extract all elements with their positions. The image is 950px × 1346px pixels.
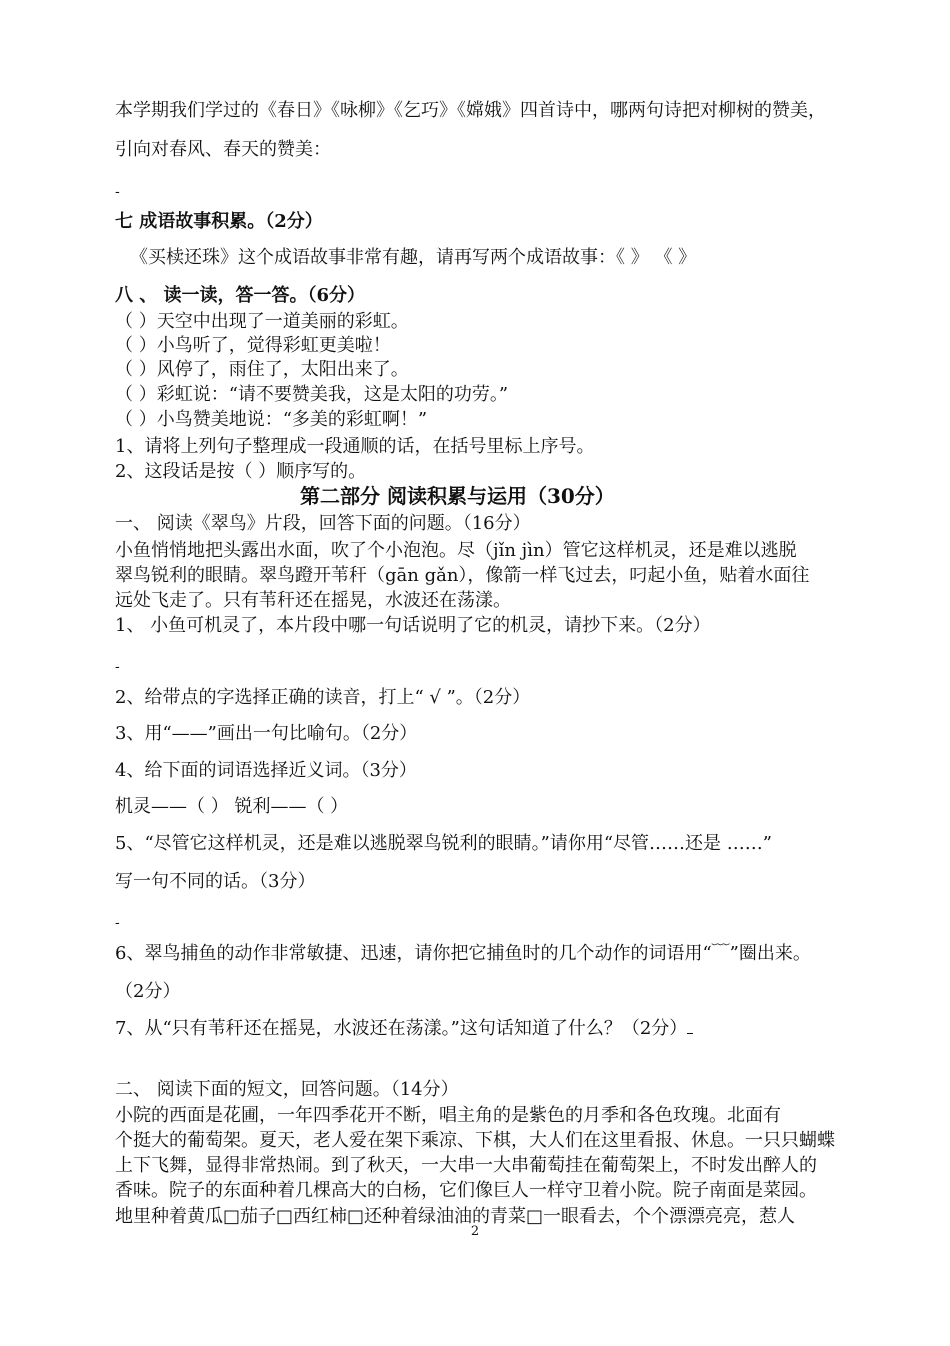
part-2-title: 第二部分 阅读积累与运用（30分） bbox=[300, 484, 615, 508]
section-8-question-2: 2、这段话是按（ ）顺序写的。 bbox=[115, 461, 367, 482]
reading-1-question-4: 4、给下面的词语选择近义词。（3分） bbox=[115, 760, 417, 781]
reading-1-heading: 一、 阅读《翠鸟》片段，回答下面的问题。（16分） bbox=[115, 513, 531, 534]
reading-2-passage-line: 上下飞舞，显得非常热闹。到了秋天，一大串一大串葡萄挂在葡萄架上，不时发出醉人的 bbox=[115, 1155, 817, 1176]
reading-1-question-5-line-2: 写一句不同的话。（3分） bbox=[115, 871, 316, 892]
reading-2-heading: 二、 阅读下面的短文，回答问题。（14分） bbox=[115, 1079, 459, 1100]
reading-1-passage-line: 小鱼悄悄地把头露出水面，吹了个小泡泡。尽（jǐn jìn）管它这样机灵，还是难以逃脱 bbox=[115, 540, 797, 561]
reading-1-question-7-text: 7、从“只有苇秆还在摇晃，水波还在荡漾。”这句话知道了什么？（2分） bbox=[115, 1018, 688, 1039]
reading-1-question-1: 1、 小鱼可机灵了，本片段中哪一句话说明了它的机灵，请抄下来。（2分） bbox=[115, 615, 711, 636]
reading-1-question-5-line-1: 5、“尽管它这样机灵，还是难以逃脱翠鸟锐利的眼睛。”请你用“尽管……还是 ……” bbox=[115, 833, 772, 854]
ordering-sentence: （ ）天空中出现了一道美丽的彩虹。 bbox=[115, 311, 409, 332]
answer-blank-mark: - bbox=[115, 184, 120, 200]
reading-2-passage-line: 小院的西面是花圃，一年四季花开不断，唱主角的是紫色的月季和各色玫瑰。北面有 bbox=[115, 1105, 781, 1126]
poem-question-line-2: 引向对春风、春天的赞美： bbox=[115, 139, 331, 160]
ordering-sentence: （ ）小鸟听了，觉得彩虹更美啦！ bbox=[115, 335, 391, 356]
reading-1-passage-line: 远处飞走了。只有苇秆还在摇晃，水波还在荡漾。 bbox=[115, 590, 511, 611]
reading-2-passage-line: 地里种着黄瓜□茄子□西红柿□还种着绿油油的青菜□一眼看去，个个漂漂亮亮，惹人 bbox=[115, 1206, 796, 1227]
reading-1-question-4-words: 机灵——（ ） 锐利——（ ） bbox=[115, 796, 349, 817]
reading-1-passage-line: 翠鸟锐利的眼睛。翠鸟蹬开苇秆（gān gǎn），像箭一样飞过去，叼起小鱼，贴着水面往 bbox=[115, 565, 810, 586]
ordering-sentence: （ ）小鸟赞美地说：“多美的彩虹啊！” bbox=[115, 409, 428, 430]
reading-1-question-7 bbox=[115, 1017, 693, 1041]
poem-question-line-1: 本学期我们学过的《春日》《咏柳》《乞巧》《嫦娥》四首诗中，哪两句诗把对柳树的赞美， bbox=[115, 100, 826, 121]
section-8-heading: 八 、 读一读，答一答。（6分） bbox=[115, 285, 366, 306]
section-7-body: 《买椟还珠》这个成语故事非常有趣，请再写两个成语故事：《 》 《 》 bbox=[130, 247, 697, 268]
ordering-sentence: （ ）彩虹说：“请不要赞美我，这是太阳的功劳。” bbox=[115, 384, 509, 405]
reading-1-question-2: 2、给带点的字选择正确的读音，打上“ √ ”。（2分） bbox=[115, 687, 531, 708]
page-number: 2 bbox=[470, 1224, 480, 1239]
reading-1-question-6-line-2: （2分） bbox=[115, 981, 181, 1002]
answer-blank-mark: - bbox=[115, 915, 120, 931]
ordering-sentence: （ ）风停了，雨住了，太阳出来了。 bbox=[115, 359, 409, 380]
section-8-question-1: 1、请将上列句子整理成一段通顺的话，在括号里标上序号。 bbox=[115, 436, 595, 457]
answer-underline bbox=[687, 1019, 693, 1034]
answer-blank-mark: - bbox=[115, 659, 120, 675]
reading-2-passage-line: 个挺大的葡萄架。夏天，老人爱在架下乘凉、下棋，大人们在这里看报、休息。一只只蝴蝶 bbox=[115, 1130, 835, 1151]
reading-2-passage-line: 香味。院子的东面种着几棵高大的白杨，它们像巨人一样守卫着小院。院子南面是菜园。 bbox=[115, 1180, 817, 1201]
reading-1-question-3: 3、用“——”画出一句比喻句。（2分） bbox=[115, 723, 418, 744]
reading-1-question-6-line-1: 6、翠鸟捕鱼的动作非常敏捷、迅速，请你把它捕鱼时的几个动作的词语用“﹋”圈出来。 bbox=[115, 943, 811, 964]
section-7-heading: 七 成语故事积累。（2分） bbox=[115, 211, 323, 232]
